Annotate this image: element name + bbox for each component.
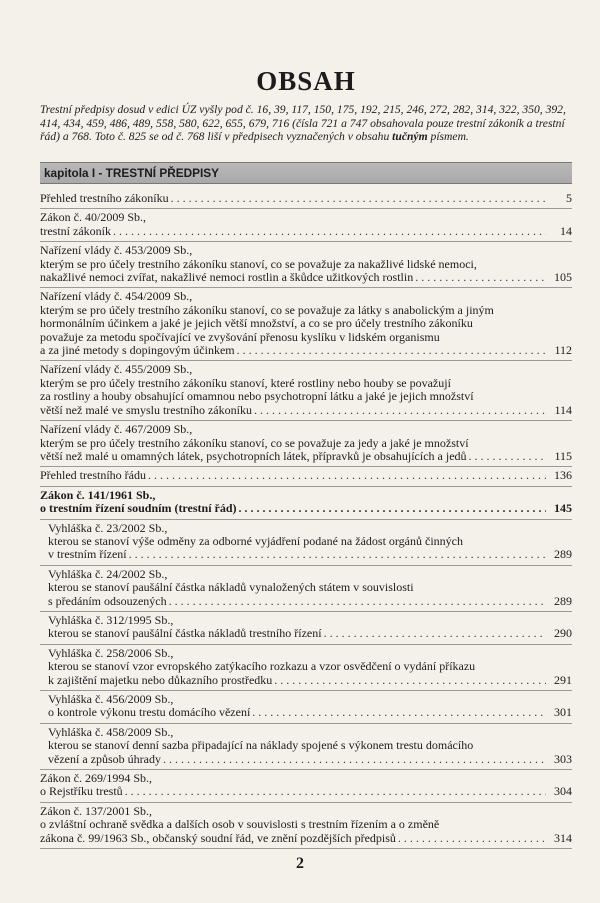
toc-entry-line: o zvláštní ochraně svědka a dalších osob v souvislosti s trestním řízením a o změně (40, 818, 440, 832)
toc-entry-text: větší než malé u omamných látek, psychotropních látek, přípravků je obsahujících a jedů (40, 449, 467, 463)
toc-entry[interactable] (40, 612, 572, 645)
toc-entry-text: Přehled trestního řádu (40, 469, 146, 483)
leader-dots (161, 753, 546, 766)
toc-entry-line: Vyhláška č. 258/2006 Sb., (48, 646, 174, 660)
leader-dots (146, 469, 546, 482)
toc-page-number: 145 (554, 502, 572, 516)
leader-dots (167, 595, 546, 608)
toc-entry-line: kterou se stanoví výše odměny za odborné vyjádření podané na žádost orgánů činných (48, 534, 463, 548)
toc-entry-text: nakažlivé nemoci zvířat, nakažlivé nemoci rostlin a škůdce užitkových rostlin (40, 271, 414, 285)
toc-entry-line: Zákon č. 137/2001 Sb., (40, 804, 152, 818)
toc-entry-last-line (40, 192, 572, 205)
toc-entry[interactable] (40, 770, 572, 803)
toc-entry-line: Vyhláška č. 23/2002 Sb., (48, 521, 168, 535)
toc-entry-text: zákona č. 99/1963 Sb., občanský soudní řád, ve znění pozdějších předpisů (40, 831, 396, 845)
toc-page-number: 291 (554, 673, 572, 687)
toc-entry-line: Vyhláška č. 24/2002 Sb., (48, 567, 168, 581)
intro-text (40, 103, 568, 144)
toc-page-number: 136 (554, 469, 572, 483)
toc-entry-last-line (48, 548, 572, 561)
leader-dots (123, 785, 546, 798)
toc-entry-line: Vyhláška č. 458/2009 Sb., (48, 725, 174, 739)
toc-entry-last-line (48, 674, 572, 687)
toc-page-number: 14 (560, 224, 572, 238)
leader-dots (111, 225, 546, 238)
toc-entry-text: Přehled trestního zákoníku (40, 192, 169, 206)
toc-entry-line: kterým se pro účely trestního zákoníku stanoví, co se považuje za jedy a jaké je množství (40, 436, 469, 450)
toc-entry-line: hormonálním účinkem a jaké je jejich větší množství, a co se pro účely trestního zákoníku (40, 317, 473, 331)
toc-page-number: 5 (566, 192, 572, 206)
toc-page-number: 115 (554, 449, 572, 463)
toc-entry[interactable] (40, 566, 572, 612)
leader-dots (250, 706, 546, 719)
intro-bold: tučným (392, 130, 428, 144)
toc-entry[interactable] (40, 361, 572, 421)
toc-page-number: 112 (554, 344, 572, 358)
toc-entry[interactable] (40, 520, 572, 566)
toc-entry-line: Nařízení vlády č. 454/2009 Sb., (40, 290, 193, 304)
leader-dots (413, 271, 546, 284)
toc-entry-text: s předáním odsouzených (48, 594, 167, 608)
toc-entry-text: trestní zákoník (40, 224, 111, 238)
toc-entry[interactable] (40, 242, 572, 288)
toc-entry-line: Nařízení vlády č. 453/2009 Sb., (40, 244, 193, 258)
toc-entry-last-line (40, 469, 572, 482)
toc-entry[interactable] (40, 645, 572, 691)
page-title: OBSAH (256, 66, 356, 96)
toc-page-number: 114 (554, 403, 572, 417)
toc-entry-last-line (40, 225, 572, 238)
chapter-heading: kapitola I - TRESTNÍ PŘEDPISY (40, 162, 572, 184)
toc-entry-line: kterou se stanoví vzor evropského zatýkacího rozkazu a vzor osvědčení o vydání příkazu (48, 660, 476, 674)
toc-entry-last-line (40, 832, 572, 845)
toc-entry-line: kterým se pro účely trestního zákoníku stanoví, co se považuje za látky s anabolickým a jiným (40, 303, 494, 317)
intro-end: písmem. (430, 130, 469, 144)
toc-entry-last-line (40, 404, 572, 417)
leader-dots (396, 832, 546, 845)
toc-entry-last-line (40, 502, 572, 515)
toc-entry-line: Zákon č. 40/2009 Sb., (40, 211, 146, 225)
leader-dots (252, 404, 546, 417)
toc-entry-line: Zákon č. 141/1961 Sb., (40, 488, 156, 502)
toc-page-number: 304 (554, 785, 572, 799)
toc-page-number: 289 (554, 594, 572, 608)
toc-entry-last-line (48, 753, 572, 766)
leader-dots (169, 192, 546, 205)
toc-entry-line: Nařízení vlády č. 455/2009 Sb., (40, 363, 193, 377)
toc-entry[interactable] (40, 209, 572, 242)
leader-dots (235, 344, 546, 357)
toc-entry-last-line (40, 271, 572, 284)
toc-page-number: 289 (554, 548, 572, 562)
toc-page-number: 314 (554, 831, 572, 845)
toc-entry-line: za rostliny a houby obsahující omamnou nebo psychotropní látku a jaké je jejich množství (40, 390, 474, 404)
page-number: 2 (296, 855, 304, 872)
toc-page-number: 105 (554, 271, 572, 285)
toc-entry[interactable] (40, 487, 572, 520)
toc-page-number: 303 (554, 752, 572, 766)
toc-entry-last-line (48, 706, 572, 719)
intro-main: Trestní předpisy dosud v edici ÚZ vyšly pod č. 16, 39, 117, 150, 175, 192, 215, 246, 272, 282, 314, 322, 350, 392, 414, 434, 459, 486, 489, 558, 580, 622, 655, 679, 716 (čísla 721 a 747 obsahovala pouze trestní zákoník a trestní řád) a 768. Toto č. 825 se od č. 768 liší v předpisech vyznačených v obsahu (40, 103, 566, 144)
toc-entry-text: větší než malé ve smyslu trestního zákoníku (40, 403, 252, 417)
toc-entry-last-line (40, 344, 572, 357)
toc-entry[interactable] (40, 421, 572, 467)
toc-entry-text: o trestním řízení soudním (trestní řád) (40, 502, 237, 516)
toc-entry-line: Nařízení vlády č. 467/2009 Sb., (40, 423, 193, 437)
toc-entry-text: a za jiné metody s dopingovým účinkem (40, 344, 235, 358)
toc-page-number: 301 (554, 706, 572, 720)
toc-entry-text: k zajištění majetku nebo důkazního prostředku (48, 673, 273, 687)
toc-entry-line: kterým se pro účely trestního zákoníku stanoví, co se považuje za nakažlivé lidské nemoci, (40, 257, 477, 271)
leader-dots (127, 548, 546, 561)
toc-entry[interactable] (40, 691, 572, 724)
leader-dots (322, 627, 546, 640)
table-of-contents (40, 186, 572, 849)
toc-entry-line: považuje za metodu spočívající ve zvyšování přenosu kyslíku v lidském organismu (40, 330, 440, 344)
toc-entry-line: Vyhláška č. 456/2009 Sb., (48, 693, 174, 707)
toc-entry-line: kterou se stanoví paušální částka nákladů vynaložených státem v souvislosti (48, 581, 414, 595)
leader-dots (237, 502, 546, 515)
toc-entry-line: Zákon č. 269/1994 Sb., (40, 772, 152, 786)
toc-entry-last-line (40, 450, 572, 463)
toc-entry-line: kterou se stanoví denní sazba připadající na náklady spojené s výkonem trestu domácího (48, 739, 474, 753)
toc-entry-line: kterým se pro účely trestního zákoníku stanoví, které rostliny nebo houby se považují (40, 376, 451, 390)
leader-dots (467, 450, 546, 463)
toc-entry-last-line (40, 785, 572, 798)
toc-entry-text: v trestním řízení (48, 548, 127, 562)
toc-entry[interactable] (40, 186, 572, 209)
toc-entry-last-line (48, 595, 572, 608)
toc-page-number: 290 (554, 627, 572, 641)
toc-entry[interactable] (40, 724, 572, 770)
toc-entry-text: o Rejstříku trestů (40, 785, 123, 799)
toc-entry-last-line (48, 627, 572, 640)
toc-entry-text: kterou se stanoví paušální částka nákladů trestního řízení (48, 627, 322, 641)
toc-entry[interactable] (40, 288, 572, 361)
toc-entry[interactable] (40, 467, 572, 486)
toc-entry-text: o kontrole výkonu trestu domácího vězení (48, 706, 251, 720)
toc-entry-line: Vyhláška č. 312/1995 Sb., (48, 613, 174, 627)
toc-entry-text: vězení a způsob úhrady (48, 752, 161, 766)
leader-dots (272, 674, 546, 687)
toc-entry[interactable] (40, 803, 572, 849)
